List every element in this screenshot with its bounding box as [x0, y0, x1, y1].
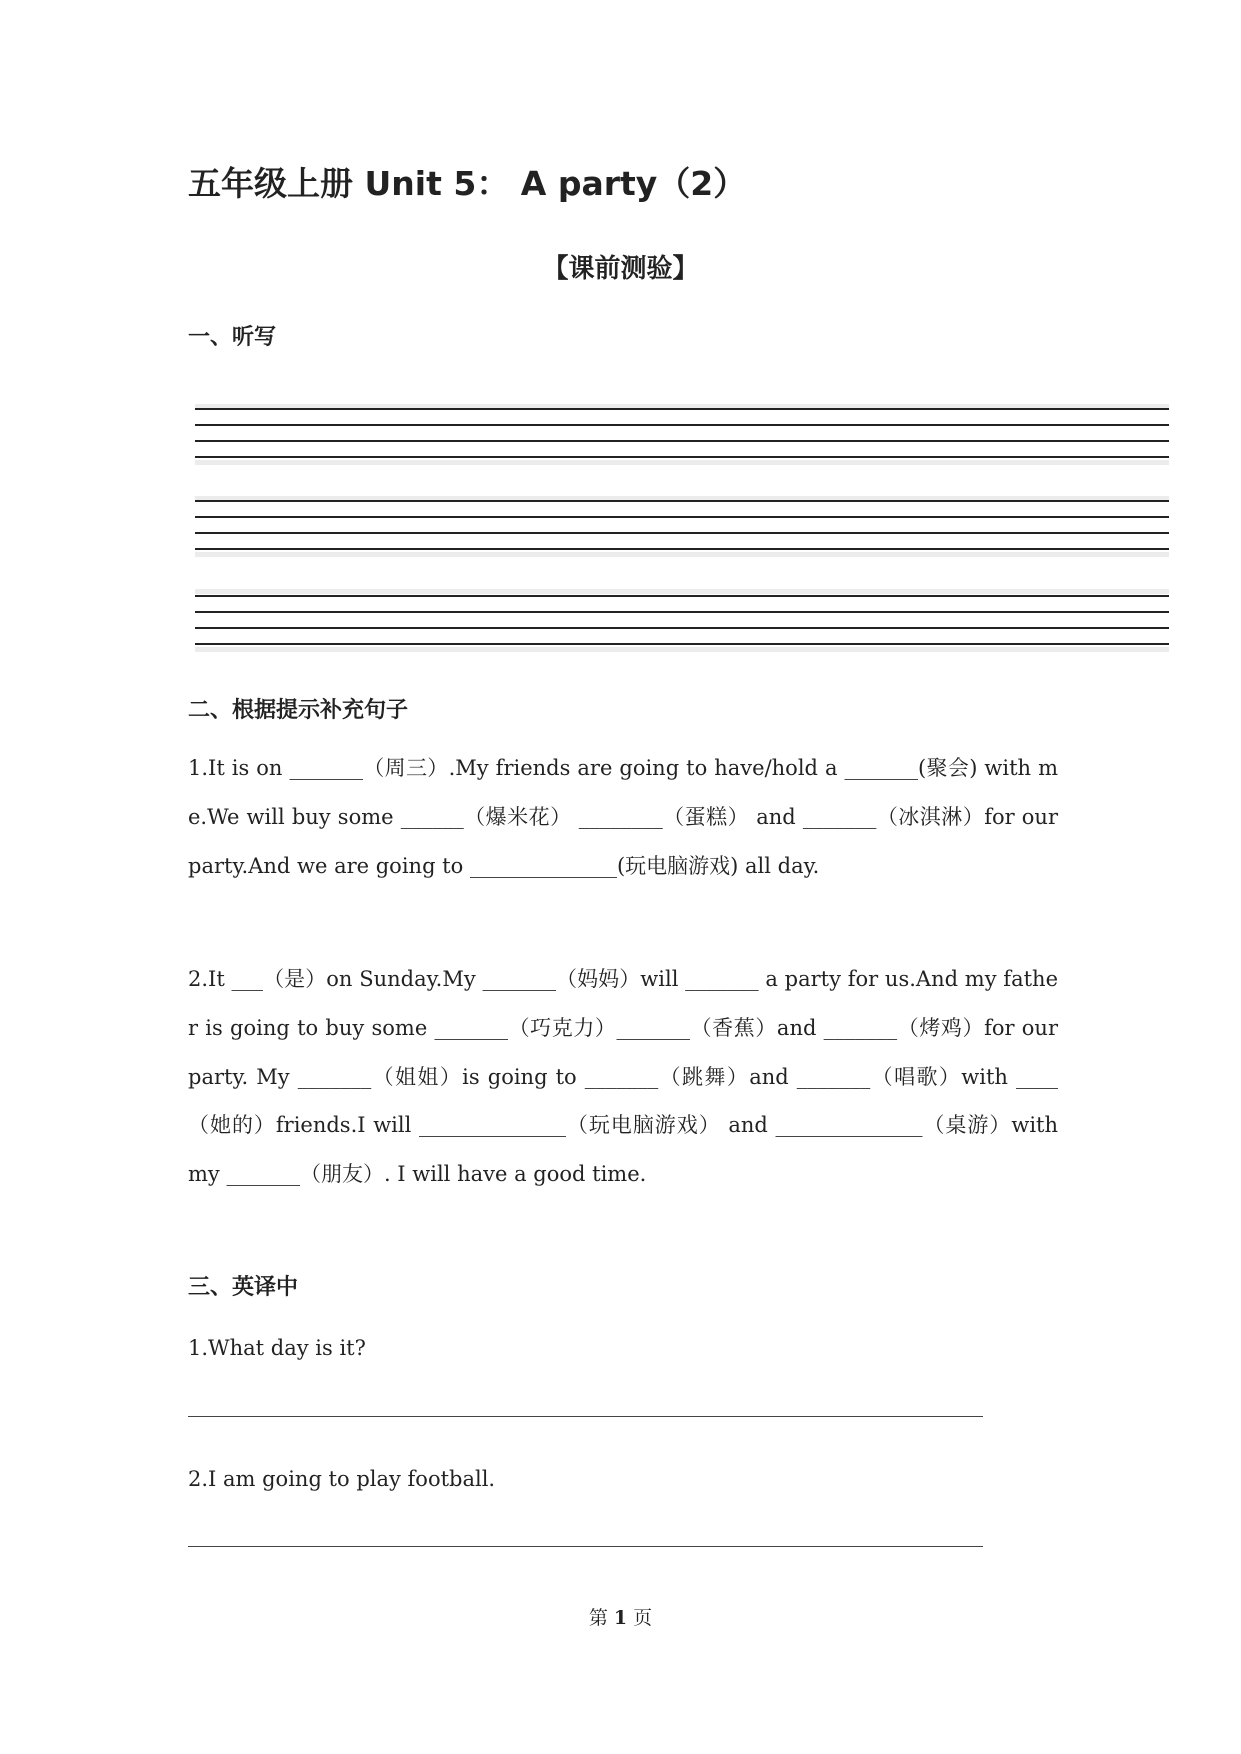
section-heading-translate: 三、英译中: [188, 1275, 299, 1300]
writing-guide-group-1[interactable]: [195, 408, 1169, 468]
question-3-2: 2.I am going to play football.: [188, 1467, 496, 1491]
page-footer: [0, 1603, 1241, 1630]
question-3-1: 1.What day is it?: [188, 1336, 366, 1360]
question-2-2: 2.It ___（是）on Sunday.My _______（妈妈）will _______ a party for us.And my father is going to buy some _______（巧克力）_______（香蕉）and _______（烤鸡）for our party. My _______（姐姐）is going to _______（跳舞）and _______（唱歌）with ____（她的）friends.I will ______________（玩电脑游戏） and ______________（桌游）with my _______（朋友）. I will have a good time.: [188, 967, 1058, 1187]
page-subtitle: 【课前测验】: [542, 254, 699, 284]
page-number: 1: [613, 1607, 628, 1629]
question-2-1: 1.It is on _______（周三）.My friends are going to have/hold a _______(聚会) with me.We will buy some ______（爆米花） ________（蛋糕） and _______（冰淇淋）for our party.And we are going to ______________(玩电脑游戏) all day.: [188, 756, 1058, 878]
writing-guide-group-3[interactable]: [195, 595, 1169, 655]
page-number-suffix: 页: [633, 1607, 653, 1629]
writing-guide-group-2[interactable]: [195, 500, 1169, 560]
section-heading-fill-in: 二、根据提示补充句子: [188, 698, 409, 723]
page-title: 五年级上册 Unit 5： A party（2）: [188, 164, 747, 203]
section-heading-dictation: 一、听写: [188, 325, 277, 350]
page-number-prefix: 第: [588, 1607, 608, 1629]
answer-line-3-2[interactable]: [188, 1546, 983, 1547]
answer-line-3-1[interactable]: [188, 1416, 983, 1417]
